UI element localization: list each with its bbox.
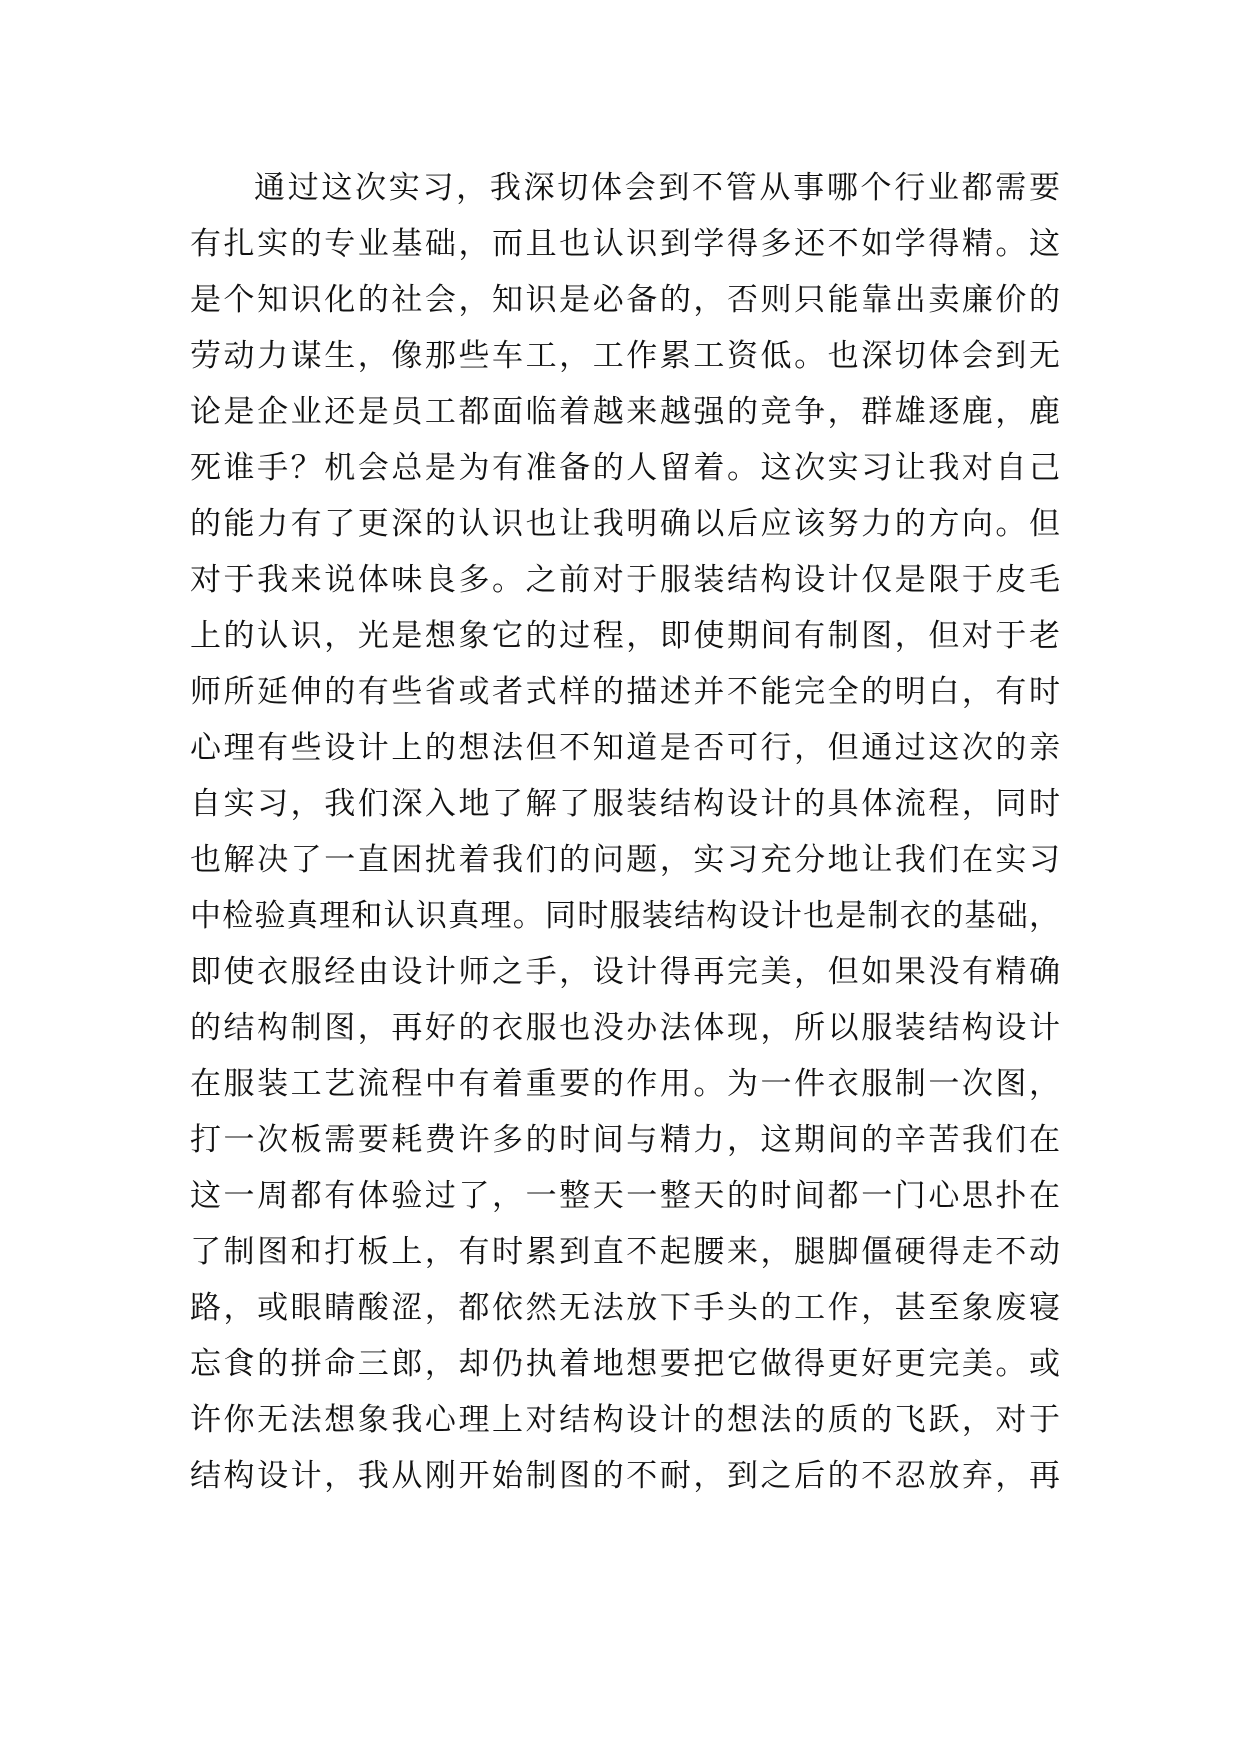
text-line: 的能力有了更深的认识也让我明确以后应该努力的方向。但: [190, 506, 1060, 542]
text-line: 心理有些设计上的想法但不知道是否可行，但通过这次的亲: [190, 730, 1060, 766]
text-line: 路，或眼睛酸涩，都依然无法放下手头的工作，甚至象废寝: [190, 1290, 1060, 1326]
text-line: 论是企业还是员工都面临着越来越强的竞争，群雄逐鹿，鹿: [190, 394, 1060, 430]
text-line: 上的认识，光是想象它的过程，即使期间有制图，但对于老: [190, 618, 1060, 654]
text-line: 劳动力谋生，像那些车工，工作累工资低。也深切体会到无: [190, 338, 1060, 374]
text-line: 了制图和打板上，有时累到直不起腰来，腿脚僵硬得走不动: [190, 1234, 1060, 1270]
text-line: 通过这次实习，我深切体会到不管从事哪个行业都需要: [254, 170, 1060, 206]
text-line: 结构设计，我从刚开始制图的不耐，到之后的不忍放弃，再: [190, 1458, 1060, 1494]
body-paragraph: [190, 160, 1060, 1504]
text-line: 许你无法想象我心理上对结构设计的想法的质的飞跃，对于: [190, 1402, 1060, 1438]
text-line: 死谁手？机会总是为有准备的人留着。这次实习让我对自己: [190, 450, 1060, 486]
text-line: 对于我来说体味良多。之前对于服装结构设计仅是限于皮毛: [190, 562, 1060, 598]
text-line: 的结构制图，再好的衣服也没办法体现，所以服装结构设计: [190, 1010, 1060, 1046]
text-line: 师所延伸的有些省或者式样的描述并不能完全的明白，有时: [190, 674, 1060, 710]
text-line: 是个知识化的社会，知识是必备的，否则只能靠出卖廉价的: [190, 282, 1060, 318]
text-line: 忘食的拼命三郎，却仍执着地想要把它做得更好更完美。或: [190, 1346, 1060, 1382]
text-line: 打一次板需要耗费许多的时间与精力，这期间的辛苦我们在: [190, 1122, 1060, 1158]
text-line: 即使衣服经由设计师之手，设计得再完美，但如果没有精确: [190, 954, 1060, 990]
text-line: 自实习，我们深入地了解了服装结构设计的具体流程，同时: [190, 786, 1060, 822]
text-line: 有扎实的专业基础，而且也认识到学得多还不如学得精。这: [190, 226, 1060, 262]
text-line: 在服装工艺流程中有着重要的作用。为一件衣服制一次图，: [190, 1066, 1060, 1102]
text-line: 中检验真理和认识真理。同时服装结构设计也是制衣的基础，: [190, 898, 1060, 934]
text-line: 这一周都有体验过了，一整天一整天的时间都一门心思扑在: [190, 1178, 1060, 1214]
text-line: 也解决了一直困扰着我们的问题，实习充分地让我们在实习: [190, 842, 1060, 878]
